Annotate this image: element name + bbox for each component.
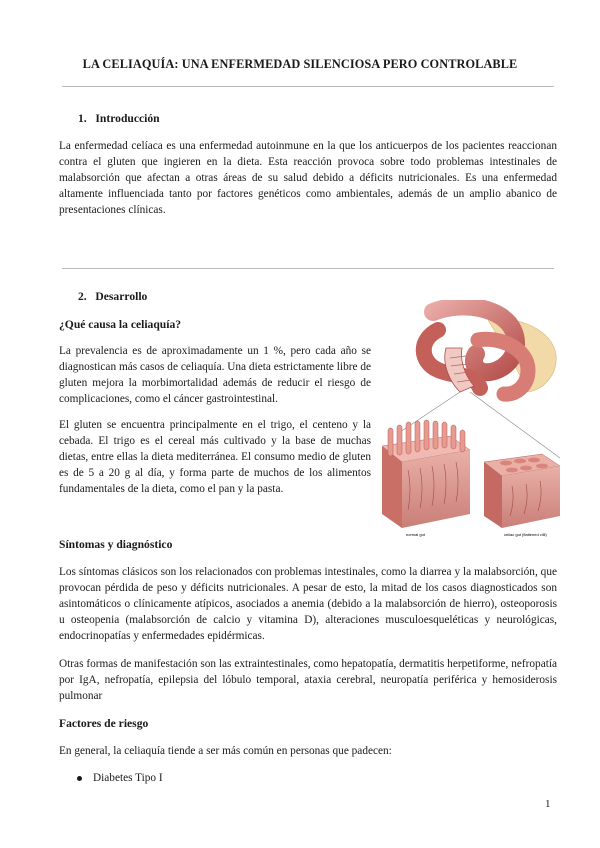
subheading-sintomas: Síntomas y diagnóstico [59, 538, 173, 551]
divider [62, 268, 554, 269]
riesgo-intro: En general, la celiaquía tiende a ser más común en personas que padecen: [59, 745, 392, 757]
healthy-villi-block [382, 420, 470, 537]
damaged-villi-block [484, 454, 560, 537]
section-heading-intro [78, 112, 160, 125]
causa-paragraph-2: El gluten se encuentra principalmente en el trigo, el centeno y la cebada. El trigo es el cereal más cultivado y la base de muchas dietas, entre ellas la dieta mediterránea. El consumo medio de gluten es de 5 a 20 g al día, y forma parte de muchos de los alimentos fundamentales de la dieta, como el pan y la pasta. [59, 419, 371, 495]
bullet [77, 776, 82, 781]
figure-caption-right: celiac gut (flattened villi) [504, 532, 547, 537]
sintomas-paragraph-2: Otras formas de manifestación son las extraintestinales, como hepatopatía, dermatitis herpetiforme, nefropatía por IgA, nefropatía, epilepsia del lóbulo temporal, ataxia cerebral, neuropatía periférica y hemosiderosis pulmonar [59, 658, 557, 702]
page-title: LA CELIAQUÍA: UNA ENFERMEDAD SILENCIOSA PERO CONTROLABLE [82, 57, 518, 71]
section-heading-desarrollo [78, 290, 147, 303]
list-item: Diabetes Tipo I [93, 772, 163, 784]
section-number: 1. [78, 112, 87, 125]
sintomas-paragraph-1: Los síntomas clásicos son los relacionados con problemas intestinales, como la diarrea y la malabsorción, que provocan pérdida de peso y déficits nutricionales. A pesar de esto, la mitad de los casos diagnosticados son asintomáticos o clínicamente atípicos, asociados a anemia (debido a la malabsorción de hierro), osteoporosis u osteopenia (malabsorción de calcio y vitamina D), alteraciones musculoesqueléticas y neurológicas, endocrinopatías y enfermedades epidérmicas. [59, 566, 557, 642]
section-title: Desarrollo [95, 290, 148, 303]
section-number: 2. [78, 290, 87, 303]
divider [62, 86, 554, 87]
section-title: Introducción [95, 112, 160, 125]
page-number: 1 [545, 798, 551, 810]
intro-paragraph: La enfermedad celíaca es una enfermedad autoinmune en la que los anticuerpos de los pacientes reaccionan contra el gluten que ingieren en la dieta. Esta reacción provoca sobre todo problemas intestinales de malabsorción que afectan a otras áreas de su salud debido a déficits nutricionales. Es una enfermedad altamente influenciada tanto por factores genéticos como ambientales, además de un amplio abanico de presentaciones clínicas. [59, 140, 557, 216]
subheading-riesgo: Factores de riesgo [59, 717, 149, 730]
intestine-illustration [378, 300, 560, 542]
figure-caption-left: normal gut [406, 532, 425, 537]
subheading-causa: ¿Qué causa la celiaquía? [59, 318, 182, 331]
causa-paragraph-1: La prevalencia es de aproximadamente un 1 %, pero cada año se diagnostican más casos de celiaquía. Una dieta estrictamente libre de gluten mejora la morbimortalidad además de reducir el riesgo de complicaciones, como el cáncer gastrointestinal. [59, 345, 371, 405]
